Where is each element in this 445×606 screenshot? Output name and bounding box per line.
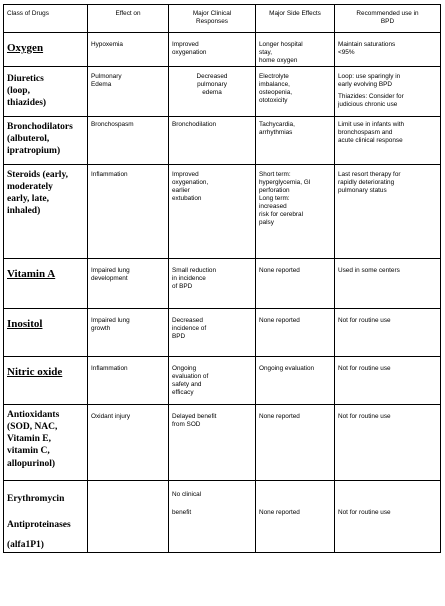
effect-cell: Impaired lung growth	[88, 309, 169, 357]
recommended-cell: Not for routine use	[335, 309, 441, 357]
effect-cell: Inflammation	[88, 165, 169, 259]
responses-cell: No clinical benefit	[169, 481, 256, 553]
table-row	[4, 165, 441, 259]
recommended-cell: Limit use in infants with bronchospasm and acute clinical response	[335, 117, 441, 165]
drug-name-cell: Nitric oxide	[4, 357, 88, 405]
header-major-side-effects: Major Side Effects	[256, 5, 335, 33]
responses-cell: Improved oxygenation	[169, 33, 256, 67]
responses-cell: Delayed benefit from SOD	[169, 405, 256, 481]
table-row	[4, 33, 441, 67]
responses-cell: Ongoing evaluation of safety and efficacy	[169, 357, 256, 405]
header-major-clinical-responses: Major Clinical Responses	[169, 5, 256, 33]
side-effects-cell: Ongoing evaluation	[256, 357, 335, 405]
recommended-cell: Not for routine use	[335, 481, 441, 553]
recommended-cell: Maintain saturations <95%	[335, 33, 441, 67]
bpd-drug-table	[3, 4, 441, 553]
recommended-cell: Used in some centers	[335, 259, 441, 309]
responses-cell: Small reduction in incidence of BPD	[169, 259, 256, 309]
recommended-cell: Loop: use sparingly in early evolving BPD Thiazides: Consider for judicious chronic use	[335, 67, 441, 117]
header-effect-on: Effect on	[88, 5, 169, 33]
drug-name-cell: Vitamin A	[4, 259, 88, 309]
recommended-cell: Not for routine use	[335, 405, 441, 481]
drug-name-cell: Steroids (early, moderately early, late, inhaled)	[4, 165, 88, 259]
effect-cell: Oxidant injury	[88, 405, 169, 481]
side-effects-cell: None reported	[256, 481, 335, 553]
side-effects-cell: Longer hospital stay, home oxygen	[256, 33, 335, 67]
table-row	[4, 481, 441, 553]
effect-cell: Pulmonary Edema	[88, 67, 169, 117]
table-row	[4, 357, 441, 405]
effect-cell: Hypoxemia	[88, 33, 169, 67]
side-effects-cell: Electrolyte imbalance, osteopenia, ototoxicity	[256, 67, 335, 117]
header-class-of-drugs: Class of Drugs	[4, 5, 88, 33]
responses-cell: Bronchodilation	[169, 117, 256, 165]
recommended-cell: Last resort therapy for rapidly deteriorating pulmonary status	[335, 165, 441, 259]
header-recommended-use: Recommended use in BPD	[335, 5, 441, 33]
effect-cell: Inflammation	[88, 357, 169, 405]
drug-name-cell: Antioxidants (SOD, NAC, Vitamin E, vitamin C, allopurinol)	[4, 405, 88, 481]
side-effects-cell: None reported	[256, 259, 335, 309]
responses-cell: Improved oxygenation, earlier extubation	[169, 165, 256, 259]
table-header-row	[4, 5, 441, 33]
table-row	[4, 259, 441, 309]
side-effects-cell: None reported	[256, 405, 335, 481]
drug-name-cell: Erythromycin Antiproteinases (alfa1P1)	[4, 481, 88, 553]
table-row	[4, 67, 441, 117]
drug-name-cell: Oxygen	[4, 33, 88, 67]
table-row	[4, 309, 441, 357]
recommended-cell: Not for routine use	[335, 357, 441, 405]
effect-cell: Bronchospasm	[88, 117, 169, 165]
responses-cell: Decreased pulmonary edema	[169, 67, 256, 117]
side-effects-cell: Short term: hyperglycemia, GI perforation Long term: increased risk for cerebral palsy	[256, 165, 335, 259]
effect-cell	[88, 481, 169, 553]
side-effects-cell: None reported	[256, 309, 335, 357]
responses-cell: Decreased incidence of BPD	[169, 309, 256, 357]
drug-name-cell: Inositol	[4, 309, 88, 357]
drug-name-cell: Bronchodilators (albuterol, ipratropium)	[4, 117, 88, 165]
side-effects-cell: Tachycardia, arrhythmias	[256, 117, 335, 165]
table-row	[4, 405, 441, 481]
effect-cell: Impaired lung development	[88, 259, 169, 309]
table-row	[4, 117, 441, 165]
drug-name-cell: Diuretics (loop, thiazides)	[4, 67, 88, 117]
